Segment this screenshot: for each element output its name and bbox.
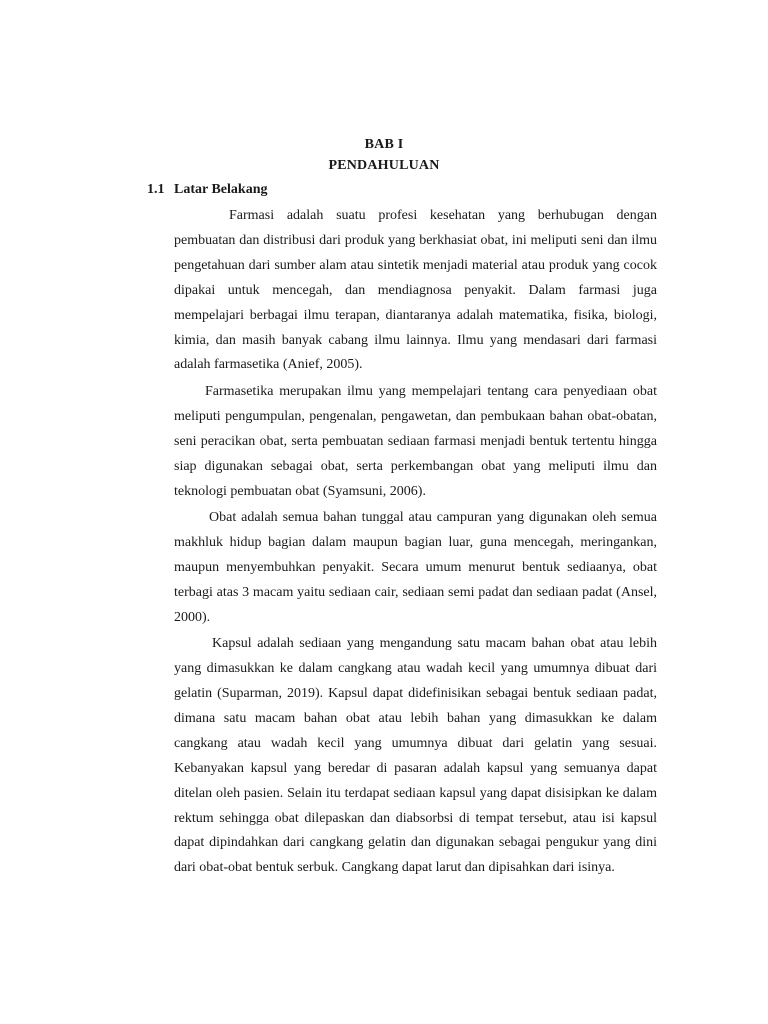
chapter-title: PENDAHULUAN xyxy=(328,158,440,173)
section-heading xyxy=(147,182,267,198)
body-text xyxy=(174,204,657,883)
paragraph: Obat adalah semua bahan tunggal atau campuran yang digunakan oleh semua makhluk hidup bagian dalam maupun bagian luar, guna mencegah, meringankan, maupun menyembuhkan penyakit. Secara umum menurut bentuk sediaanya, obat terbagi atas 3 macam yaitu sediaan cair, sediaan semi padat dan sediaan padat (Ansel, 2000). xyxy=(174,510,657,625)
chapter-number: BAB I xyxy=(364,137,404,152)
paragraph: Farmasetika merupakan ilmu yang mempelajari tentang cara penyediaan obat meliputi pengumpulan, pengenalan, pengawetan, dan pembukaan bahan obat-obatan, seni peracikan obat, serta pembuatan sediaan farmasi menjadi bentuk tertentu hingga siap digunakan sebagai obat, serta perkembangan obat yang meliputi ilmu dan teknologi pembuatan obat (Syamsuni, 2006). xyxy=(174,383,657,499)
paragraph: Farmasi adalah suatu profesi kesehatan yang berhubugan dengan pembuatan dan distribusi dari produk yang berkhasiat obat, ini meliputi seni dan ilmu pengetahuan dari sumber alam atau sintetik menjadi material atau produk yang cocok dipakai untuk mencegah, dan mendiagnosa penyakit. Dalam farmasi juga mempelajari berbagai ilmu terapan, diantaranya adalah matematika, fisika, biologi, kimia, dan masih banyak cabang ilmu lainnya. Ilmu yang mendasari dari farmasi adalah farmasetika (Anief, 2005). xyxy=(174,208,657,373)
section-title: Latar Belakang xyxy=(174,182,268,197)
paragraph: Kapsul adalah sediaan yang mengandung satu macam bahan obat atau lebih yang dimasukkan ke dalam cangkang atau wadah kecil yang umumnya dibuat dari gelatin (Suparman, 2019). Kapsul dapat didefinisikan sebagai bentuk sediaan padat, dimana satu macam bahan obat atau lebih bahan yang dimasukkan ke dalam cangkang atau wadah kecil yang umumnya dibuat dari gelatin yang sesuai. Kebanyakan kapsul yang beredar di pasaran adalah kapsul yang semuanya dapat ditelan oleh pasien. Selain itu terdapat sediaan kapsul yang dapat disisipkan ke dalam rektum sehingga obat dilepaskan dan diabsorbsi di tempat tersebut, atau isi kapsul dapat dipindahkan dari cangkang gelatin dan digunakan sebagai pengukur yang dini dari obat-obat bentuk serbuk. Cangkang dapat larut dan dipisahkan dari isinya. xyxy=(174,636,657,876)
section-number: 1.1 xyxy=(147,182,165,197)
